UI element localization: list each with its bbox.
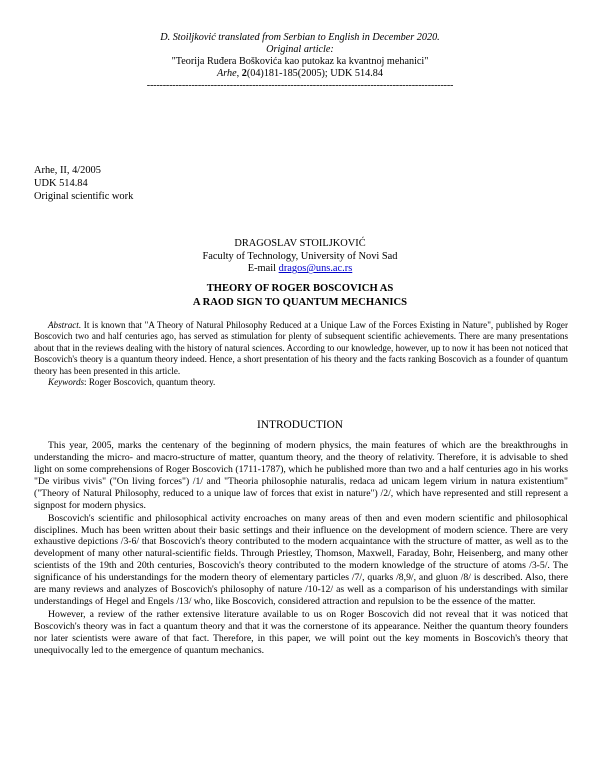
title-line-2: A RAOD SIGN TO QUANTUM MECHANICS [192,297,408,308]
author-affiliation: Faculty of Technology, University of Novi Sad [202,250,398,262]
meta-article-type: Original scientific work [34,191,134,202]
original-article-citation: Arhe, 2(04)181-185(2005); UDK 514.84 [217,68,383,79]
original-article-title: "Teorija Ruđera Boškovića kao putokaz ka kvantnoj mehanici" [171,56,429,67]
section-heading-introduction: INTRODUCTION [256,419,344,431]
keywords-paragraph [34,377,568,388]
email-label: E-mail [247,263,277,275]
author-name: DRAGOSLAV STOILJKOVIĆ [234,238,366,249]
body-paragraph: This year, 2005, marks the centenary of the beginning of modern physics, the main features of which are the breakthroughs in understanding the micro- and macro-structure of matter, quantum theory, and the theory of relativity. Therefore, it is advisable to shed light on some comprehensions of Roger Boscovich (1711-1787), which he published more than two and a half centuries ago in his works "De viribus vivis" ("On living forces") /1/ and "Theoria philosophie naturalis, redaca ad unicam legem virium in natura existentium" ("Theory of Natural Philosophy, reduced to a unique law of forces that exist in nature") /2/, which have represented and still represent a signpost for modern physics. [34,440,568,511]
abstract [34,320,568,388]
meta-journal: Arhe, II, 4/2005 [34,165,101,176]
introduction-body [34,440,568,658]
citation-volume: 2 [241,68,247,79]
citation-journal: Arhe [217,68,237,79]
title-line-1: THEORY OF ROGER BOSCOVICH AS [206,283,394,294]
abstract-paragraph [34,320,568,377]
email-link[interactable]: dragos@uns.ac.rs [278,263,353,275]
keywords-text: : Roger Boscovich, quantum theory. [84,377,216,388]
citation-pages: (04)181-185(2005); UDK 514.84 [246,68,383,79]
keywords-label: Keywords [48,377,85,388]
separator-line: ------------------------------------------------------------------------------------------------ [146,80,454,91]
translator-note [120,32,480,92]
author-email-line [150,263,450,276]
translator-line: D. Stoiljković translated from Serbian to English in December 2020. [160,32,440,43]
abstract-text: It is known that "A Theory of Natural Philosophy Reduced at a Unique Law of the Forces Existing in Nature", published by Roger Boscovich two and half centuries ago, has served as stimulation for plenty of subsequent scientific achievements. There are many presentations about that in the reviews dealing with the history of natural sciences. According to our knowledge, however, up to now it has been not noticed that Boscovich's theory is a quantum theory indeed. Hence, a short presentation of his theory and the facts ranking Boscovich as a founder of quantum theory has been presented in this article. [34,320,568,376]
article-meta [34,164,133,203]
author-block [150,238,450,276]
abstract-label: Abstract. [48,320,82,330]
body-paragraph: Boscovich's scientific and philosophical activity encroaches on many areas of then and even modern scientific and philosophical disciplines. Much has been written about their basic settings and their influence on the development of modern science. There are very exhaustive depictions /3-6/ that Boscovich's theory contributed to the modern acquaintance with the structure of matter, as well as to the development of many other natural-scientific fields. Through Priestley, Thomson, Maxwell, Faraday, Bohr, Heisenberg, and many other scientists of the 19th and 20th centuries, Boscovich's theory contributed to the modern knowledge of the structure of atoms /3-5/. The significance of his understandings for the modern theory of elementary particles /7/, quarks /8,9/, and gluon /8/ is described. Also, there are many reviews and analyzes of Boscovich's philosophy of nature /10-12/ as well as a comparison of his understandings with similar understandings of Hegel and Engels /13/ who, like Boscovich, considered attraction and repulsion to be the essence of the matter. [34,512,568,607]
meta-udk: UDK 514.84 [34,178,88,189]
body-paragraph: However, a review of the rather extensive literature available to us on Roger Boscovich did not reveal that it was noticed that Boscovich's theory was in fact a quantum theory and that it was the cornerstone of its appearance. Neither the quantum theory founders nor later scientists were aware of that fact. Therefore, in this paper, we will point out the key moments in Boscovich's theory that unequivocally led to the emergence of quantum mechanics. [34,609,568,656]
article-title [100,282,500,310]
original-article-label: Original article: [266,44,334,55]
